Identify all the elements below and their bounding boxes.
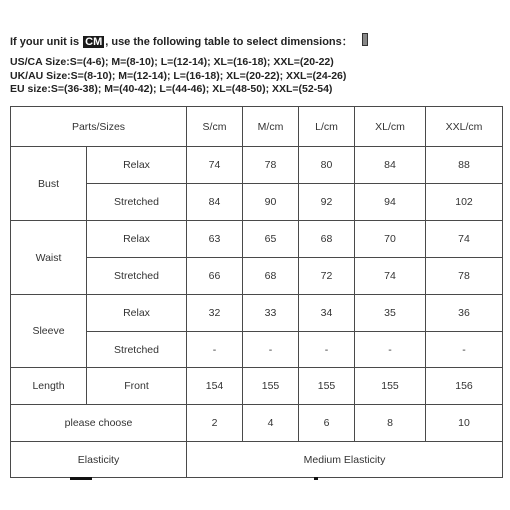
table-cell: 65 — [243, 221, 299, 258]
header-size-s: S/cm — [187, 107, 243, 147]
table-cell: 68 — [299, 221, 355, 258]
table-cell: 6 — [299, 405, 355, 442]
table-cell: 36 — [426, 295, 503, 332]
waist-label: Waist — [11, 221, 87, 295]
waist-stretched-label: Stretched — [87, 258, 187, 295]
table-cell: 72 — [299, 258, 355, 295]
table-cell: 32 — [187, 295, 243, 332]
elasticity-value: Medium Elasticity — [187, 442, 503, 478]
table-cell: 66 — [187, 258, 243, 295]
table-cell: 8 — [355, 405, 426, 442]
sleeve-stretched-label: Stretched — [87, 332, 187, 368]
table-cell: 10 — [426, 405, 503, 442]
table-cell: 155 — [299, 368, 355, 405]
unit-highlight: CM — [85, 36, 103, 48]
table-cell: 74 — [187, 147, 243, 184]
size-conversion-list — [10, 56, 346, 97]
sleeve-label: Sleeve — [11, 295, 87, 368]
table-cell: 68 — [243, 258, 299, 295]
intro-prefix: If your unit is — [10, 36, 80, 48]
table-cell: 78 — [243, 147, 299, 184]
length-label: Length — [11, 368, 87, 405]
table-cell: - — [299, 332, 355, 368]
us-ca-size-line: US/CA Size:S=(4-6); M=(8-10); L=(12-14); XL=(16-18); XXL=(20-22) — [10, 56, 334, 68]
table-cell: 2 — [187, 405, 243, 442]
table-cell: 34 — [299, 295, 355, 332]
intro-suffix: , use the following table to select dimensions： — [105, 36, 353, 48]
length-front-label: Front — [87, 368, 187, 405]
table-cell: 102 — [426, 184, 503, 221]
table-cell: 88 — [426, 147, 503, 184]
table-cell: 84 — [355, 147, 426, 184]
table-cell: 35 — [355, 295, 426, 332]
bust-relax-label: Relax — [87, 147, 187, 184]
sleeve-relax-label: Relax — [87, 295, 187, 332]
table-cell: 78 — [426, 258, 503, 295]
table-cell: - — [426, 332, 503, 368]
table-cell: 74 — [426, 221, 503, 258]
table-cell: 155 — [243, 368, 299, 405]
table-row — [11, 405, 503, 442]
table-cell: - — [187, 332, 243, 368]
table-cell: 156 — [426, 368, 503, 405]
header-size-m: M/cm — [243, 107, 299, 147]
table-cell: 154 — [187, 368, 243, 405]
table-cell: 33 — [243, 295, 299, 332]
waist-relax-label: Relax — [87, 221, 187, 258]
table-cell: 84 — [187, 184, 243, 221]
table-cell: - — [355, 332, 426, 368]
header-size-xxl: XXL/cm — [426, 107, 503, 147]
table-cell: 90 — [243, 184, 299, 221]
header-size-l: L/cm — [299, 107, 355, 147]
table-cell: 4 — [243, 405, 299, 442]
table-cell: 63 — [187, 221, 243, 258]
table-row — [11, 442, 503, 478]
table-row — [11, 368, 503, 405]
bottom-mark-right — [314, 477, 318, 480]
header-size-xl: XL/cm — [355, 107, 426, 147]
table-cell: - — [243, 332, 299, 368]
table-cell: 74 — [355, 258, 426, 295]
elasticity-label: Elasticity — [11, 442, 187, 478]
table-cell: 155 — [355, 368, 426, 405]
table-cell: 92 — [299, 184, 355, 221]
text-cursor-icon — [362, 33, 368, 46]
header-parts-sizes: Parts/Sizes — [11, 107, 187, 147]
table-row — [11, 221, 503, 258]
table-cell: 94 — [355, 184, 426, 221]
bust-stretched-label: Stretched — [87, 184, 187, 221]
uk-au-size-line: UK/AU Size:S=(8-10); M=(12-14); L=(16-18); XL=(20-22); XXL=(24-26) — [10, 69, 347, 82]
table-cell: 70 — [355, 221, 426, 258]
bust-label: Bust — [11, 147, 87, 221]
size-chart-table — [10, 106, 503, 478]
eu-size-line: EU size:S=(36-38); M=(40-42); L=(44-46); XL=(48-50); XXL=(52-54) — [10, 83, 333, 95]
table-row — [11, 295, 503, 332]
unit-instruction — [10, 33, 368, 49]
bottom-mark-left — [70, 477, 92, 480]
table-header-row — [11, 107, 503, 147]
table-cell: 80 — [299, 147, 355, 184]
please-choose-label: please choose — [11, 405, 187, 442]
table-row — [11, 147, 503, 184]
